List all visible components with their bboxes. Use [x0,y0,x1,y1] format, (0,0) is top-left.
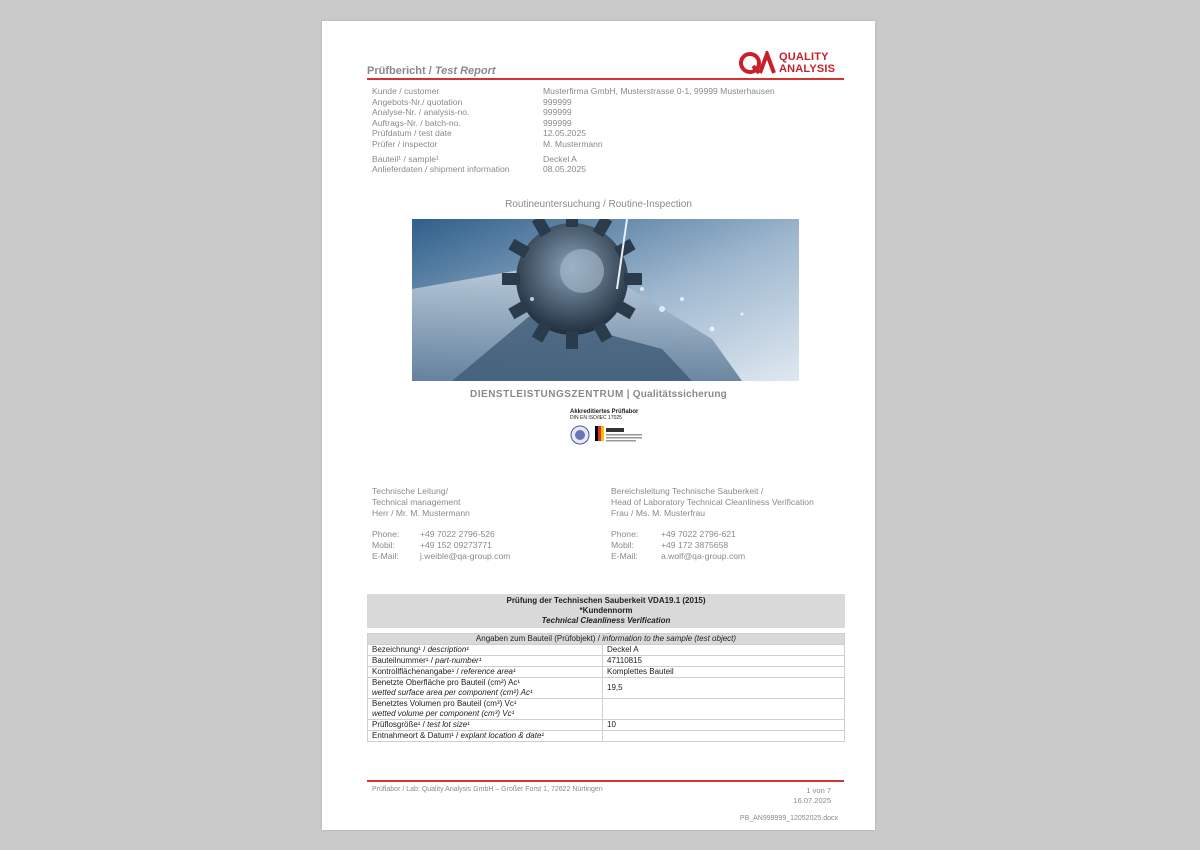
info-key: Angebots-Nr./ quotation [372,96,463,107]
table-row [368,667,845,678]
mobil-value: +49 172 3875658 [661,540,729,551]
contact-line: Herr / Mr. M. Mustermann [372,507,470,518]
report-title-en: Test Report [434,65,496,77]
phone-value: +49 7022 2796-621 [661,529,736,540]
info-key: Auftrags-Nr. / batch-no. [372,117,461,128]
label-de: Bauteilnummer¹ / [372,656,436,665]
header-divider [367,78,844,80]
label-de: Prüflosgröße¹ / [372,720,428,729]
subheader-de: Angaben zum Bauteil (Prüfobjekt) / [475,634,603,643]
label-de: Benetztes Volumen pro Bauteil (cm³) Vc¹ [372,699,517,708]
row-label [368,656,603,667]
email-link[interactable]: j.weible@qa-group.com [420,550,511,561]
row-value: 47110815 [603,656,845,667]
qa-logo-icon [739,51,777,75]
report-title [367,65,496,77]
service-center-title [322,389,875,400]
label-en: wetted surface area per component (cm²) Ac¹ [372,688,533,697]
info-row [372,128,842,139]
table-row [368,731,845,742]
row-value: Deckel A [603,645,845,656]
row-value: 19,5 [603,678,845,699]
info-row [372,118,842,129]
table-row [368,720,845,731]
contact-technical-management [372,486,592,562]
mobil-value: +49 152 09273771 [420,540,492,551]
report-page [322,21,875,830]
email-label: E-Mail: [611,550,638,561]
info-key: Analyse-Nr. / analysis-no. [372,107,470,118]
row-value [603,731,845,742]
info-value: Musterfirma GmbH, Musterstrasse 0-1, 99999 Musterhausen [543,86,775,96]
phone-label: Phone: [611,529,639,540]
label-en: reference area¹ [460,667,516,676]
table-row [368,656,845,667]
table-title-en: Technical Cleanliness Verification [541,616,671,625]
gear-photo [412,219,799,381]
info-row [372,164,842,175]
info-value: 12.05.2025 [543,128,587,139]
contact-line: Technical management [372,496,461,507]
table-row [368,678,845,699]
verification-table-header [367,594,845,628]
logo-line-2: ANALYSIS [779,63,836,75]
accreditation-badge [570,409,670,449]
logo-line-1: QUALITY [779,51,829,63]
table-subheader [368,634,845,645]
label-de: Bezeichnung¹ / [372,645,428,654]
label-en: description¹ [427,645,469,654]
page-number: 1 von 7 [806,786,831,795]
label-de: Kontrollflächenangabe¹ / [372,667,461,676]
email-link[interactable]: a.wolf@qa-group.com [661,550,746,561]
table-row [368,645,845,656]
label-de: Benetzte Oberfläche pro Bauteil (cm²) Ac¹ [372,678,521,687]
footer-filename: PB_AN999999_12052025.docx [739,815,838,822]
info-row [372,107,842,118]
footer-date: 16.07.2025 [793,795,831,805]
phone-label: Phone: [372,529,400,540]
contact-line: Head of Laboratory Technical Cleanliness Verification [611,496,814,507]
info-row [372,86,842,97]
row-label [368,699,603,720]
info-row [372,154,842,165]
table-subheader-cell [368,634,845,645]
contact-head-of-laboratory [611,486,861,562]
info-value: Deckel A [543,153,577,164]
info-value: 999999 [543,107,572,118]
phone-value: +49 7022 2796-526 [420,529,495,540]
label-en: wetted volume per component (cm³) Vc¹ [372,709,515,718]
info-value: 999999 [543,117,572,128]
row-value [603,699,845,720]
row-label [368,731,603,742]
info-key: Kunde / customer [372,86,440,96]
footer-page-info [793,786,831,805]
sample-info-table [367,633,845,742]
row-label [368,678,603,699]
service-center-name: DIENSTLEISTUNGSZENTRUM [470,389,624,400]
footer-divider [367,780,844,782]
row-value: Komplettes Bauteil [603,667,845,678]
info-value: 999999 [543,96,572,107]
info-key: Prüfer / inspector [372,138,438,149]
table-norm: *Kundennorm [579,606,633,615]
info-key: Prüfdatum / test date [372,128,452,139]
label-de: Entnahmeort & Datum¹ / [372,731,461,740]
row-label [368,645,603,656]
mobil-label: Mobil: [611,540,634,551]
info-value: M. Mustermann [543,138,603,149]
info-row [372,139,842,150]
info-key: Anlieferdaten / shipment information [372,164,510,175]
email-label: E-Mail: [372,550,399,561]
contact-line: Technische Leitung/ [372,486,448,496]
row-value: 10 [603,720,845,731]
contact-line: Frau / Ms. M. Musterfrau [611,507,706,518]
service-center-subtitle: | Qualitätssicherung [623,389,727,400]
inspection-type: Routineuntersuchung / Routine-Inspection [505,199,692,210]
label-en: explant location & date¹ [460,731,545,740]
info-value: 08.05.2025 [543,164,587,175]
contact-line: Bereichsleitung Technische Sauberkeit / [611,486,764,496]
footer-lab-address: Prüflabor / Lab: Quality Analysis GmbH – Großer Forst 1, 72622 Nürtingen [372,786,603,793]
label-en: part-number¹ [435,656,482,665]
accreditation-norm: DIN EN ISO/IEC 17025 [570,415,622,421]
dakks-seal-icon [570,421,650,447]
row-label [368,667,603,678]
label-en: test lot size¹ [427,720,470,729]
report-title-de: Prüfbericht / [367,65,435,77]
accreditation-title: Akkreditiertes Prüflabor [570,409,639,415]
mobil-label: Mobil: [372,540,395,551]
quality-analysis-logo [739,49,843,77]
report-info [372,86,842,175]
info-row [372,97,842,108]
subheader-en: information to the sample (test object) [602,634,737,643]
table-row [368,699,845,720]
table-title: Prüfung der Technischen Sauberkeit VDA19.1 (2015) [506,596,706,605]
row-label [368,720,603,731]
info-key: Bauteil¹ / sample¹ [372,153,439,164]
